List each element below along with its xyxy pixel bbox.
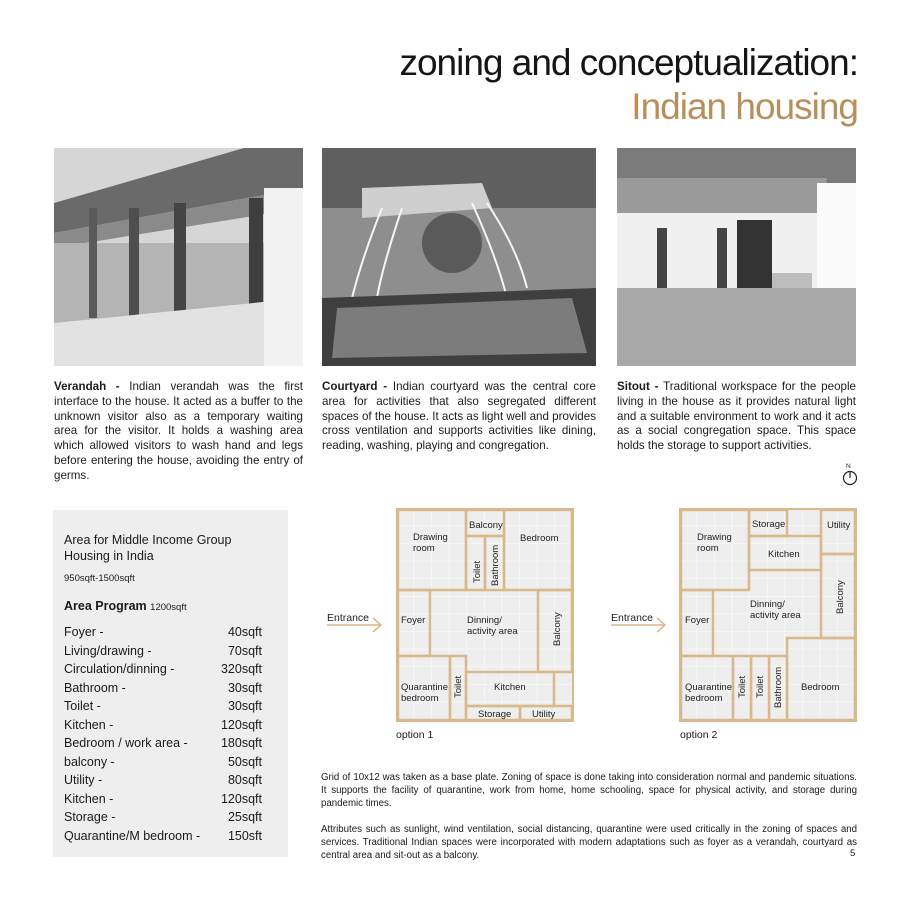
room-label: Bedroom (520, 533, 559, 544)
program-heading: Area Program 1200sqft (64, 599, 187, 613)
room-label: Bathroom (773, 666, 784, 708)
courtyard-photo (322, 148, 596, 366)
page-number: 5 (850, 848, 856, 859)
entrance-arrow-icon (325, 616, 385, 634)
option-1-caption: option 1 (396, 729, 434, 741)
entrance-label: Entrance (611, 612, 654, 624)
page-subtitle: Indian housing (631, 86, 858, 127)
program-row: Bathroom - 30sqft (64, 680, 262, 695)
room-label: Dinning/ activity area (467, 615, 518, 637)
program-row: Bedroom / work area - 180sqft (64, 736, 262, 750)
program-row: Quarantine/M bedroom - 150sft (64, 828, 262, 843)
room-label: Quarantine bedroom (401, 682, 449, 704)
room-label: Storage (752, 519, 786, 530)
sitout-photo (617, 148, 856, 366)
room-label: Balcony (552, 612, 563, 646)
compass-label: N (846, 463, 851, 470)
entrance-label: Entrance (327, 612, 370, 624)
room-label: Foyer (401, 615, 426, 626)
option-2-caption: option 2 (680, 729, 718, 741)
room-label: Utility (532, 709, 556, 720)
room-label: Foyer (685, 615, 710, 626)
program-row: Living/drawing - 70sqft (64, 643, 262, 658)
room-label: Bedroom (801, 682, 840, 693)
room-label: Quarantine bedroom (685, 682, 733, 704)
north-arrow-icon (842, 470, 858, 486)
room-label: Bathroom (490, 544, 501, 586)
room-label: Balcony (835, 580, 846, 614)
room-label: Toilet (737, 675, 748, 698)
verandah-photo (54, 148, 303, 366)
room-label: Toilet (472, 560, 483, 583)
program-row: Kitchen - 120sqft (64, 791, 262, 806)
program-row: Utility - 80sqft (64, 773, 262, 787)
panel-range: 950sqft-1500sqft (64, 573, 135, 584)
program-row: Kitchen - 120sqft (64, 717, 262, 732)
program-row: Storage - 25sqft (64, 810, 262, 824)
sitout-description: Sitout - Traditional workspace for the people living in the house as it provides natural light and a suitable environment to work and it acts as a social congregation space. This space holds the storage to support activities. (617, 380, 856, 453)
panel-title: Area for Middle Income Group Housing in India (64, 533, 232, 563)
room-label: Balcony (469, 520, 503, 531)
note-paragraph-2: Attributes such as sunlight, wind ventilation, social distancing, quarantine were used critically in the zoning of spaces and services. Traditional Indian spaces were incorporated with modern adaptations such as foyer as a verandah, courtyard as central area and sit-out as a balcony. (321, 824, 857, 862)
room-label: Storage (478, 709, 512, 720)
note-paragraph-1: Grid of 10x12 was taken as a base plate. Zoning of space is done taking into consideration normal and pandemic situations. It supports the facility of quarantine, work from home, home schooling, space for physical activity, and storage during pandemic times. (321, 772, 857, 810)
room-label: Kitchen (768, 549, 800, 560)
room-label: Drawing room (697, 532, 732, 554)
room-label: Toilet (755, 675, 766, 698)
page-title: zoning and conceptualization: (399, 42, 858, 83)
entrance-arrow-icon (609, 616, 669, 634)
program-row: Foyer - 40sqft (64, 625, 262, 639)
room-label: Utility (827, 520, 851, 531)
room-label: Drawing room (413, 532, 448, 554)
program-row: Toilet - 30sqft (64, 699, 262, 713)
room-label: Toilet (453, 675, 464, 698)
room-label: Kitchen (494, 682, 526, 693)
courtyard-description: Courtyard - Indian courtyard was the central core area for activities that also segregated different spaces of the house. It acts as light well and provides cross ventilation and supports activities like dining, reading, washing, playing and congregation. (322, 380, 596, 453)
program-row: balcony - 50sqft (64, 754, 262, 769)
verandah-description: Verandah - Indian verandah was the first interface to the house. It acted as a buffer to the unknown visitor also as a temporary waiting area for the visitor. It holds a washing area which allowed visitors to wash hand and legs before entering the house, avoiding the entry of germs. (54, 380, 303, 482)
room-label: Dinning/ activity area (750, 599, 801, 621)
program-row: Circulation/dinning - 320sqft (64, 662, 262, 676)
